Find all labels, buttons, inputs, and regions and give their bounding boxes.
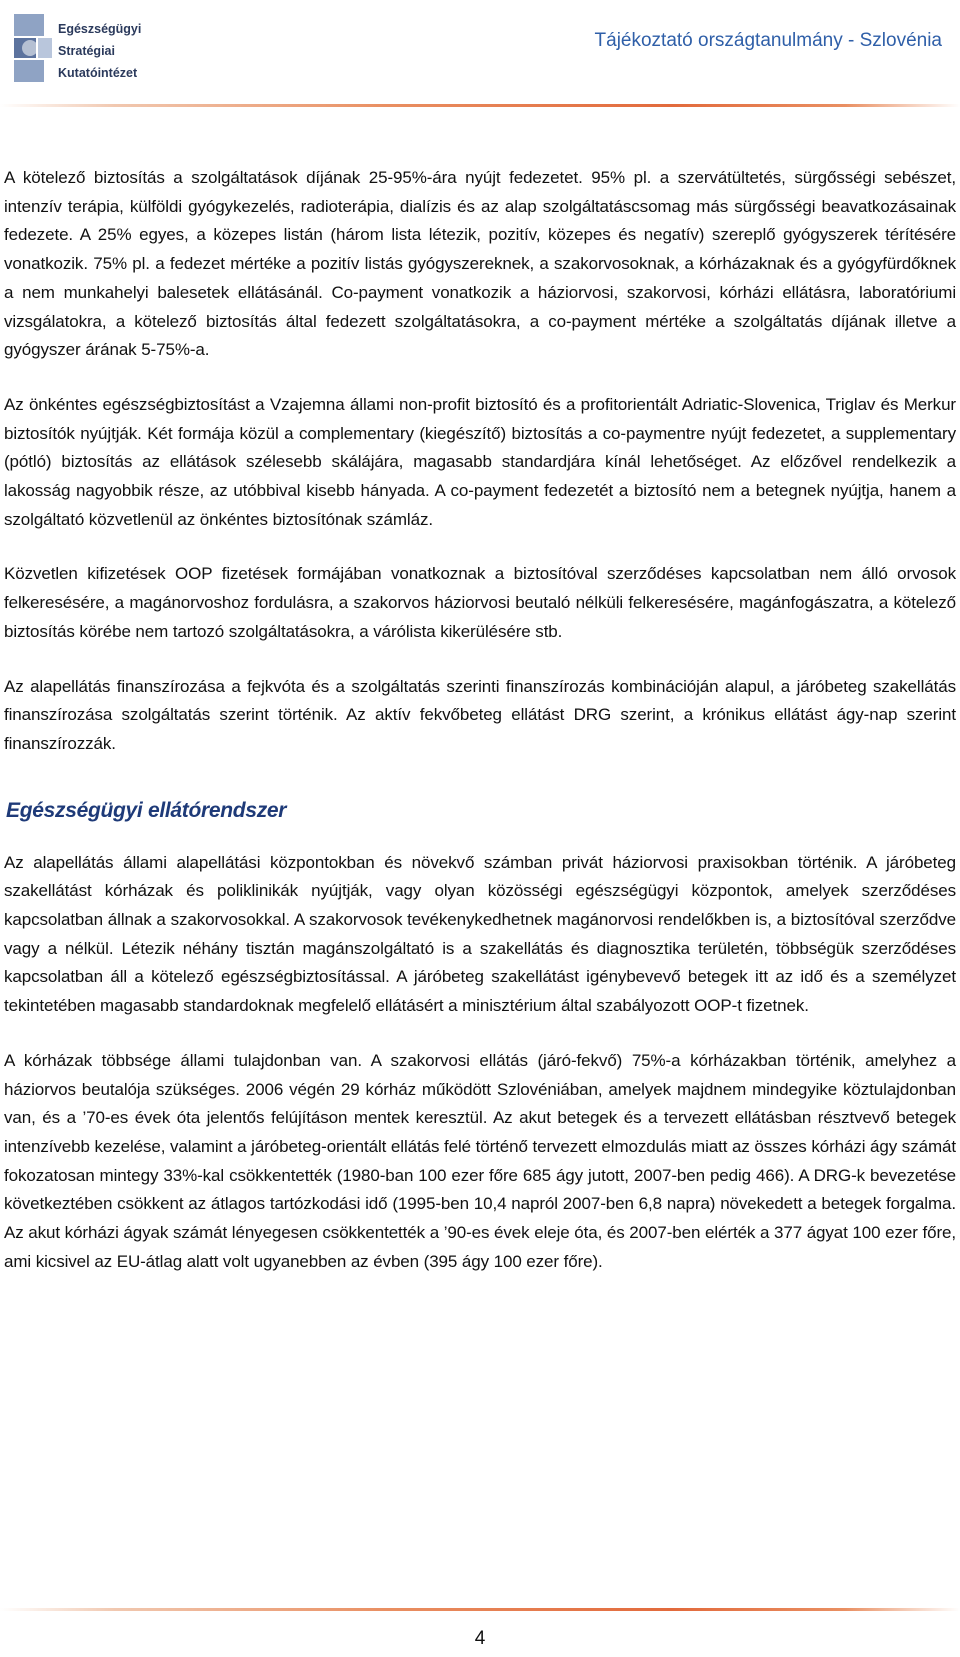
footer-divider [0, 1608, 960, 1611]
body-paragraph: Az alapellátás állami alapellátási központokban és növekvő számban privát háziorvosi praxisokban történik. A járóbeteg szakellátást kórházak és poliklinikák nyújtják, vagy olyan közösségi egészségügyi központok, amelyek szerződéses kapcsolatban állnak a szakorvosokkal. A szakorvosok tevékenykedhetnek magánorvosi rendelőkben is, a biztosítóval szerződve vagy a nélkül. Létezik néhány tisztán magánszolgáltató is a szakellátás és diagnosztika területén, többségük szerződéses kapcsolatban áll a kötelező egészségbiztosítással. A járóbeteg szakellátást igénybevevő betegek itt az idő és a személyzet tekintetében magasabb standardoknak megfelelő ellátásért a minisztérium által szabályozott OOP-t fizetnek. [4, 852, 956, 1016]
section-heading: Egészségügyi ellátórendszer [6, 798, 287, 822]
document-body [4, 164, 956, 1303]
document-title: Tájékoztató országtanulmány - Szlovénia [594, 30, 942, 51]
body-paragraph: Az alapellátás finanszírozása a fejkvóta és a szolgáltatás szerinti finanszírozás kombinációján alapul, a járóbeteg szakellátás finanszírozása szolgáltatás szerint történik. Az aktív fekvőbeteg ellátást DRG szerint, a krónikus ellátást ágy-nap szerint finanszírozzák. [4, 676, 956, 753]
institute-logo [14, 14, 144, 84]
logo-line: Kutatóintézet [58, 66, 138, 80]
body-paragraph: A kötelező biztosítás a szolgáltatások díjának 25-95%-ára nyújt fedezetet. 95% pl. a szervátültetés, sürgősségi sebészet, intenzív terápia, külföldi gyógykezelés, radioterápia, dialízis és az alap szolgáltatáscsomag más sürgősségi beavatkozásainak fedezete. A 25% egyes, a közepes listán (három lista létezik, pozitív, közepes és negatív) szereplő gyógyszerek térítésére vonatkozik. 75% pl. a fedezet mértéke a pozitív listás gyógyszereknek, a szakorvosoknak, a kórházaknak és a gyógyfürdőknek a nem munkahelyi balesetek ellátásánál. Co-payment vonatkozik a háziorvosi, szakorvosi, kórházi ellátásra, laboratóriumi vizsgálatokra, a kötelező biztosítás által fedezett szolgáltatásokra, a co-payment mértéke a szolgáltatás díjának illetve a gyógyszer árának 5-75%-a. [4, 168, 956, 360]
logo-line: Egészségügyi [58, 22, 142, 36]
page-header [0, 0, 960, 110]
body-paragraph: Közvetlen kifizetések OOP fizetések formájában vonatkoznak a biztosítóval szerződéses kapcsolatban nem álló orvosok felkeresésére, a magánorvoshoz fordulásra, a szakorvos háziorvosi beutaló nélküli felkeresésére, magánfogászatra, a kötelező biztosítás körébe nem tartozó szolgáltatásokra, a várólista kikerülésére stb. [4, 564, 956, 641]
header-divider [0, 104, 960, 107]
body-paragraph: A kórházak többsége állami tulajdonban van. A szakorvosi ellátás (járó-fekvő) 75%-a kórházakban történik, amelyhez a háziorvos beutalója szükséges. 2006 végén 29 kórház működött Szlovéniában, amelyek majdnem mindegyike köztulajdonban van, és a ’70-es évek óta jelentős felújításon mentek keresztül. Az akut betegek és a tervezett ellátásban résztvevő betegek intenzívebb kezelése, valamint a járóbeteg-orientált ellátás felé történő tervezett elmozdulás miatt az összes kórházi ágy számát fokozatosan mintegy 33%-kal csökkentették (1980-ban 100 ezer főre 685 ágy jutott, 2007-ben pedig 466). A DRG-k bevezetése következtében csökkent az átlagos tartózkodási idő (1995-ben 10,4 napról 2007-ben 6,8 napra) növekedett a betegek forgalma. Az akut kórházi ágyak számát lényegesen csökkentették a ’90-es évek eleje óta, és 2007-ben elérték a 377 ágyat 100 ezer főre, ami kicsivel az EU-átlag alatt volt ugyanebben az évben (395 ágy 100 ezer főre). [4, 1050, 956, 1271]
logo-text [58, 18, 141, 84]
page-number: 4 [474, 1628, 486, 1649]
body-paragraph: Az önkéntes egészségbiztosítást a Vzajemna állami non-profit biztosító és a profitorientált Adriatic-Slovenica, Triglav és Merkur biztosítók nyújtják. Két formája közül a complementary (kiegészítő) biztosítás a co-paymentre nyújt fedezetet, a supplementary (pótló) biztosítás az ellátások szélesebb skálájára, magasabb standardjára kínál lehetőséget. Az előzővel rendelkezik a lakosság nagyobbik része, az utóbbival kisebb hányada. A co-payment fedezetét a biztosító nem a betegnek nyújtja, hanem a szolgáltató közvetlenül az önkéntes biztosítónak számláz. [4, 394, 956, 529]
logo-line: Stratégiai [58, 44, 115, 58]
